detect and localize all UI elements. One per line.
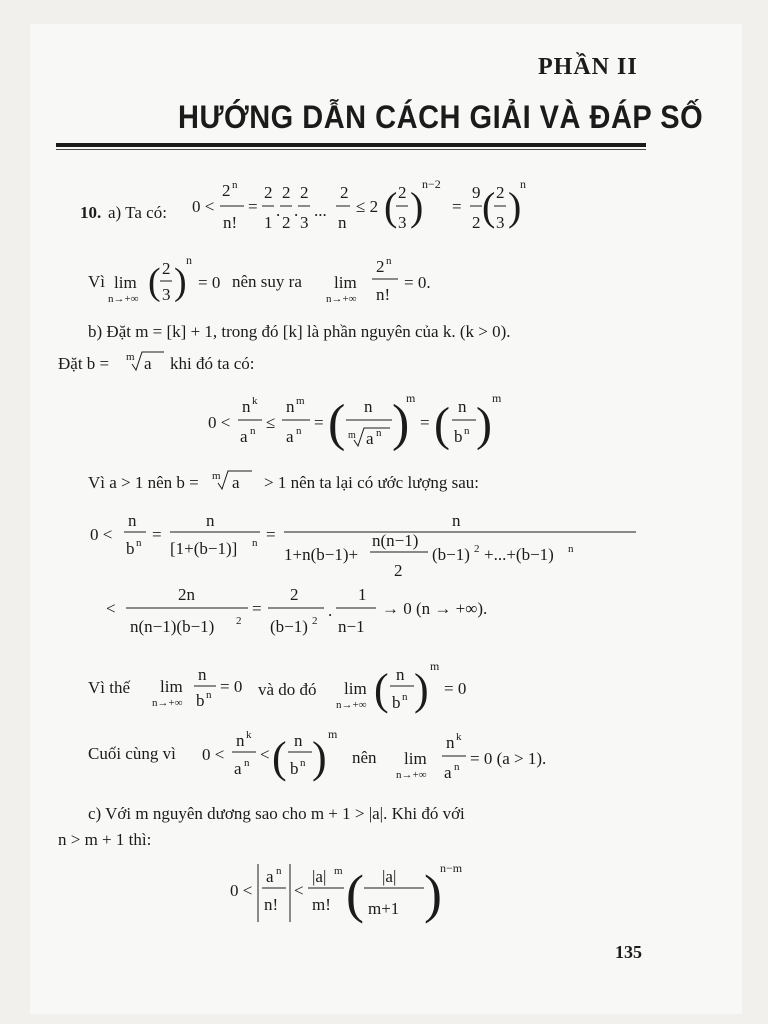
- part-b-text-5-mid: nên: [352, 748, 377, 767]
- part-b-text-2-suffix: khi đó ta có:: [170, 354, 255, 373]
- svg-text:n: n: [286, 397, 295, 416]
- formula-a-limit-2: [324, 248, 464, 308]
- svg-text:[1+(b−1)]: [1+(b−1)]: [170, 539, 238, 558]
- svg-text:3: 3: [300, 213, 309, 232]
- svg-text:b: b: [392, 693, 401, 712]
- svg-text:n: n: [232, 179, 238, 191]
- svg-text:m: m: [430, 660, 440, 673]
- svg-text:n: n: [206, 689, 212, 701]
- formula-b-final-limit: [394, 730, 584, 790]
- svg-text:0 <: 0 <: [90, 525, 113, 544]
- svg-text:a: a: [232, 473, 240, 492]
- svg-text:n: n: [452, 511, 461, 530]
- svg-text:n: n: [402, 691, 408, 703]
- svg-text:=: =: [152, 525, 162, 544]
- svg-text:2: 2: [472, 213, 481, 232]
- svg-text:n: n: [396, 665, 405, 684]
- svg-text:a: a: [444, 763, 452, 782]
- svg-text:n: n: [252, 537, 258, 549]
- svg-text:n: n: [300, 757, 306, 769]
- part-a-conclusion-mid: nên suy ra: [232, 272, 302, 291]
- svg-text:0 <: 0 <: [208, 413, 231, 432]
- formula-b-limit-2: [334, 660, 494, 720]
- svg-text:n: n: [446, 733, 455, 752]
- svg-text:2: 2: [376, 257, 385, 276]
- svg-text:m!: m!: [312, 895, 331, 914]
- svg-text:n: n: [386, 255, 392, 267]
- svg-text:n!: n!: [376, 285, 391, 304]
- svg-text:.: .: [276, 201, 281, 220]
- svg-text:n: n: [242, 397, 251, 416]
- formula-b-estimate: [206, 390, 526, 460]
- svg-text:n→+∞: n→+∞: [396, 769, 427, 781]
- svg-text:k: k: [252, 395, 258, 407]
- part-c-text-2: n > m + 1 thì:: [58, 830, 152, 849]
- svg-text:a: a: [366, 429, 374, 448]
- svg-text:≤ 2: ≤ 2: [356, 197, 379, 216]
- formula-a-inequality: [190, 172, 550, 242]
- svg-text:.: .: [294, 201, 299, 220]
- svg-text:<: <: [260, 745, 270, 764]
- svg-text:→ 0 (n → +∞).: → 0 (n → +∞).: [382, 599, 488, 618]
- part-b-text-3-suffix: > 1 nên ta lại có ước lượng sau:: [264, 473, 479, 492]
- svg-text:n: n: [454, 761, 460, 773]
- svg-text:2: 2: [282, 183, 291, 202]
- svg-text:lim: lim: [334, 273, 357, 292]
- formula-b-root-2: [212, 465, 256, 495]
- svg-text:0 <: 0 <: [202, 745, 225, 764]
- svg-text:=: =: [420, 413, 430, 432]
- svg-text:2: 2: [398, 183, 407, 202]
- svg-text:n: n: [294, 731, 303, 750]
- svg-text:2: 2: [222, 181, 231, 200]
- svg-text:n: n: [136, 537, 142, 549]
- svg-text:2: 2: [340, 183, 349, 202]
- svg-text:.: .: [328, 601, 333, 620]
- svg-text:≤: ≤: [266, 413, 276, 432]
- svg-text:(: (: [434, 398, 450, 451]
- svg-text:(: (: [482, 184, 496, 229]
- formula-b-limit-1: [150, 662, 250, 714]
- formula-a-limit-1: [108, 250, 228, 310]
- svg-text:): ): [476, 398, 492, 451]
- svg-text:n(n−1): n(n−1): [372, 531, 419, 550]
- svg-text:n→+∞: n→+∞: [152, 697, 183, 709]
- svg-text:m: m: [492, 391, 502, 405]
- svg-text:|a|: |a|: [382, 867, 397, 886]
- title-rule: [56, 143, 646, 147]
- svg-text:): ): [410, 184, 424, 229]
- svg-text:): ): [424, 864, 442, 924]
- svg-text:2: 2: [290, 585, 299, 604]
- svg-text:n−1: n−1: [338, 617, 365, 636]
- svg-text:2: 2: [162, 259, 171, 278]
- page-number: 135: [615, 942, 642, 962]
- svg-text:b: b: [196, 691, 205, 710]
- svg-text:n→+∞: n→+∞: [326, 293, 357, 305]
- svg-text:9: 9: [472, 183, 481, 202]
- svg-text:m: m: [328, 728, 338, 741]
- svg-text:m: m: [348, 430, 356, 441]
- svg-text:n!: n!: [264, 895, 279, 914]
- problem-number: 10.: [80, 203, 102, 222]
- svg-text:3: 3: [496, 213, 505, 232]
- svg-text:b: b: [290, 759, 299, 778]
- svg-text:2: 2: [496, 183, 505, 202]
- svg-text:lim: lim: [344, 679, 367, 698]
- svg-text:= 0 (a > 1).: = 0 (a > 1).: [470, 749, 547, 768]
- svg-text:(b−1): (b−1): [432, 545, 470, 564]
- svg-text:m: m: [334, 865, 343, 877]
- part-label: PHẦN II: [538, 54, 638, 80]
- svg-text:2n: 2n: [178, 585, 195, 604]
- svg-text:n: n: [206, 511, 215, 530]
- part-b-text-4-prefix: Vì thế: [88, 678, 131, 697]
- svg-text:b: b: [126, 539, 135, 558]
- svg-text:(: (: [272, 733, 287, 782]
- svg-text:= 0: = 0: [220, 677, 243, 696]
- svg-text:n: n: [376, 427, 382, 439]
- svg-text:a: a: [234, 759, 242, 778]
- svg-text:n: n: [244, 757, 250, 769]
- svg-text:=: =: [314, 413, 324, 432]
- svg-text:n→+∞: n→+∞: [336, 699, 367, 711]
- svg-text:n→+∞: n→+∞: [108, 293, 139, 305]
- svg-text:<: <: [294, 881, 304, 900]
- svg-text:): ): [174, 261, 187, 303]
- svg-text:0 <: 0 <: [192, 197, 215, 216]
- svg-text:m: m: [296, 395, 305, 407]
- svg-text:n: n: [186, 253, 192, 267]
- part-b-text-3-prefix: Vì a > 1 nên b =: [88, 473, 199, 492]
- svg-text:): ): [392, 395, 410, 452]
- svg-text:a: a: [286, 427, 294, 446]
- svg-text:n: n: [296, 425, 302, 437]
- svg-text:k: k: [246, 729, 252, 741]
- svg-text:(: (: [384, 184, 398, 229]
- svg-text:n: n: [236, 731, 245, 750]
- svg-text:...: ...: [314, 201, 327, 220]
- part-b-text-5-prefix: Cuối cùng vì: [88, 744, 176, 763]
- svg-text:= 0: = 0: [444, 679, 467, 698]
- svg-text:3: 3: [162, 285, 171, 304]
- svg-text:0 <: 0 <: [230, 881, 253, 900]
- part-b-text-4-mid: và do đó: [258, 680, 317, 699]
- formula-b-root-1: [126, 346, 166, 376]
- svg-text:m+1: m+1: [368, 899, 400, 918]
- svg-text:2: 2: [300, 183, 309, 202]
- part-a-conclusion-prefix: Vì: [88, 272, 105, 291]
- svg-text:a: a: [144, 354, 152, 373]
- svg-text:2: 2: [236, 615, 242, 627]
- svg-text:1+n(b−1)+: 1+n(b−1)+: [284, 545, 359, 564]
- svg-text:=: =: [452, 197, 462, 216]
- svg-text:(: (: [374, 665, 389, 714]
- svg-text:): ): [508, 184, 522, 229]
- svg-text:): ): [414, 665, 429, 714]
- svg-text:2: 2: [282, 213, 291, 232]
- svg-text:n: n: [458, 397, 467, 416]
- svg-text:(: (: [328, 395, 346, 452]
- svg-text:b: b: [454, 427, 463, 446]
- svg-text:a: a: [266, 867, 274, 886]
- section-title: HƯỚNG DẪN CÁCH GIẢI VÀ ĐÁP SỐ: [178, 100, 704, 136]
- svg-text:n: n: [520, 177, 526, 191]
- svg-text:m: m: [126, 351, 135, 363]
- formula-b-expansion: [88, 506, 648, 586]
- svg-text:n: n: [464, 425, 470, 437]
- svg-text:a: a: [240, 427, 248, 446]
- svg-text:=: =: [252, 599, 262, 618]
- svg-text:= 0: = 0: [198, 273, 221, 292]
- svg-text:=: =: [266, 525, 276, 544]
- svg-text:(b−1): (b−1): [270, 617, 308, 636]
- svg-text:m: m: [406, 391, 416, 405]
- formula-b-final-ineq: [200, 728, 350, 788]
- svg-text:= 0.: = 0.: [404, 273, 431, 292]
- svg-text:<: <: [106, 599, 116, 618]
- svg-text:lim: lim: [404, 749, 427, 768]
- svg-text:=: =: [248, 197, 258, 216]
- svg-text:n: n: [364, 397, 373, 416]
- part-c-text-1: c) Với m nguyên dương sao cho m + 1 > |a|. Khi đó với: [88, 804, 465, 823]
- svg-text:n−m: n−m: [440, 861, 463, 875]
- formula-c-estimate: [228, 860, 488, 930]
- svg-text:lim: lim: [114, 273, 137, 292]
- part-b-text-1: b) Đặt m = [k] + 1, trong đó [k] là phần nguyên của k. (k > 0).: [88, 322, 511, 341]
- svg-text:): ): [312, 733, 327, 782]
- svg-text:|a|: |a|: [312, 867, 327, 886]
- svg-text:n−2: n−2: [422, 177, 441, 191]
- svg-text:+...+(b−1): +...+(b−1): [484, 545, 554, 564]
- svg-text:lim: lim: [160, 677, 183, 696]
- svg-text:m: m: [212, 470, 221, 482]
- part-b-text-2-prefix: Đặt b =: [58, 354, 110, 373]
- title-rule-thin: [56, 149, 646, 150]
- svg-text:n: n: [338, 213, 347, 232]
- svg-text:2: 2: [264, 183, 273, 202]
- svg-text:n: n: [568, 543, 574, 555]
- svg-text:n: n: [250, 425, 256, 437]
- svg-text:k: k: [456, 731, 462, 743]
- svg-text:n!: n!: [223, 213, 238, 232]
- formula-b-bound: [104, 582, 534, 642]
- svg-text:2: 2: [312, 615, 318, 627]
- svg-text:n: n: [276, 865, 282, 877]
- svg-text:n: n: [198, 665, 207, 684]
- svg-text:(: (: [346, 864, 364, 924]
- svg-text:1: 1: [264, 213, 273, 232]
- svg-text:1: 1: [358, 585, 367, 604]
- svg-text:(: (: [148, 261, 161, 303]
- svg-text:n(n−1)(b−1): n(n−1)(b−1): [130, 617, 215, 636]
- svg-text:3: 3: [398, 213, 407, 232]
- part-a-intro: a) Ta có:: [108, 203, 167, 222]
- svg-text:n: n: [128, 511, 137, 530]
- svg-text:2: 2: [394, 561, 403, 580]
- svg-text:2: 2: [474, 543, 480, 555]
